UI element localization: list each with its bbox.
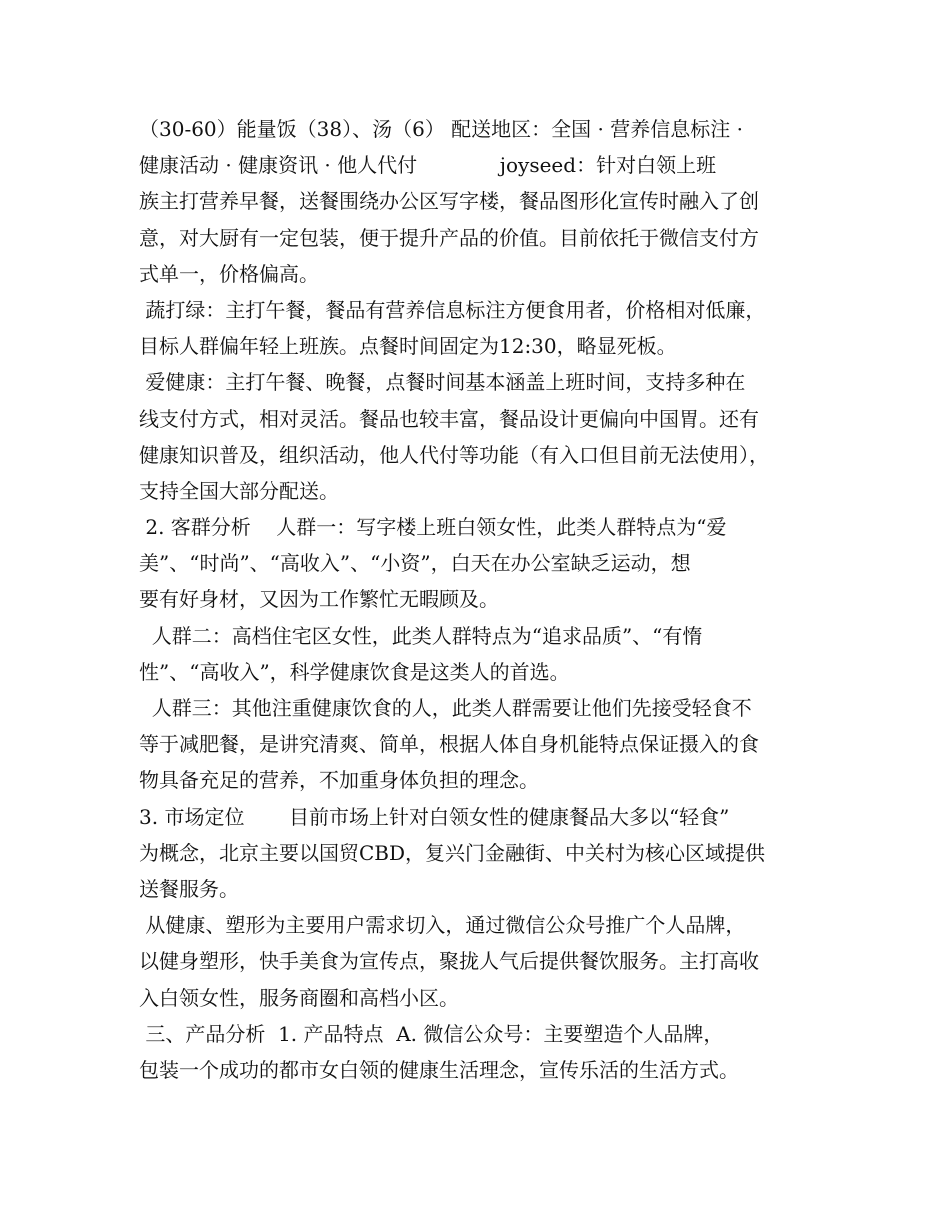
body-text <box>139 111 829 1088</box>
text-line: 目标人群偏年轻上班族。点餐时间固定为12:30，略显死板。 <box>139 334 677 359</box>
text-line: 为概念，北京主要以国贸CBD，复兴门金融街、中关村为核心区域提供 <box>139 840 766 865</box>
text-line: 族主打营养早餐，送餐围绕办公区写字楼，餐品图形化宣传时融入了创 <box>139 189 759 214</box>
text-line: 包装一个成功的都市女白领的健康生活理念，宣传乐活的生活方式。 <box>139 1057 739 1082</box>
text-line: 送餐服务。 <box>139 876 239 901</box>
text-line: 2. 客群分析 人群一：写字楼上班白领女性，此类人群特点为“爱 <box>139 515 727 540</box>
text-line: 从健康、塑形为主要用户需求切入，通过微信公众号推广个人品牌， <box>139 913 746 938</box>
text-line: 等于减肥餐，是讲究清爽、简单，根据人体自身机能特点保证摄入的食 <box>139 732 759 757</box>
text-line: 以健身塑形，快手美食为宣传点，聚拢人气后提供餐饮服务。主打高收 <box>139 949 759 974</box>
text-line: 人群三：其他注重健康饮食的人，此类人群需要让他们先接受轻食不 <box>139 696 752 720</box>
text-line: 蔬打绿：主打午餐，餐品有营养信息标注方便食用者，价格相对低廉， <box>139 297 766 322</box>
text-line: 性”、“高收入”，科学健康饮食是这类人的首选。 <box>139 659 570 684</box>
text-line: 要有好身材，又因为工作繁忙无暇顾及。 <box>139 587 499 612</box>
text-line: 物具备充足的营养，不加重身体负担的理念。 <box>139 768 539 793</box>
text-line: 爱健康：主打午餐、晚餐，点餐时间基本涵盖上班时间，支持多种在 <box>139 370 746 395</box>
text-line: 健康活动 · 健康资讯 · 他人代付 joyseed：针对白领上班 <box>139 153 717 178</box>
text-line: 3. 市场定位 目前市场上针对白领女性的健康餐品大多以“轻食” <box>139 804 730 829</box>
text-line: 支持全国大部分配送。 <box>139 478 339 503</box>
text-line: 三、产品分析 1. 产品特点 A. 微信公众号：主要塑造个人品牌， <box>139 1021 724 1046</box>
text-line: （30-60）能量饭（38）、汤（6） 配送地区：全国 · 营养信息标注 · <box>139 117 743 141</box>
text-line: 美”、“时尚”、“高收入”、“小资”，白天在办公室缺乏运动，想 <box>139 551 691 576</box>
text-line: 式单一，价格偏高。 <box>139 261 319 286</box>
text-line: 健康知识普及，组织活动，他人代付等功能（有入口但目前无法使用）， <box>139 442 769 467</box>
text-line: 意，对大厨有一定包装，便于提升产品的价值。目前依托于微信支付方 <box>139 225 759 250</box>
text-line: 人群二：高档住宅区女性，此类人群特点为“追求品质”、“有惰 <box>139 623 703 648</box>
text-line: 线支付方式，相对灵活。餐品也较丰富，餐品设计更偏向中国胃。还有 <box>139 406 759 431</box>
text-line: 入白领女性，服务商圈和高档小区。 <box>139 985 459 1010</box>
